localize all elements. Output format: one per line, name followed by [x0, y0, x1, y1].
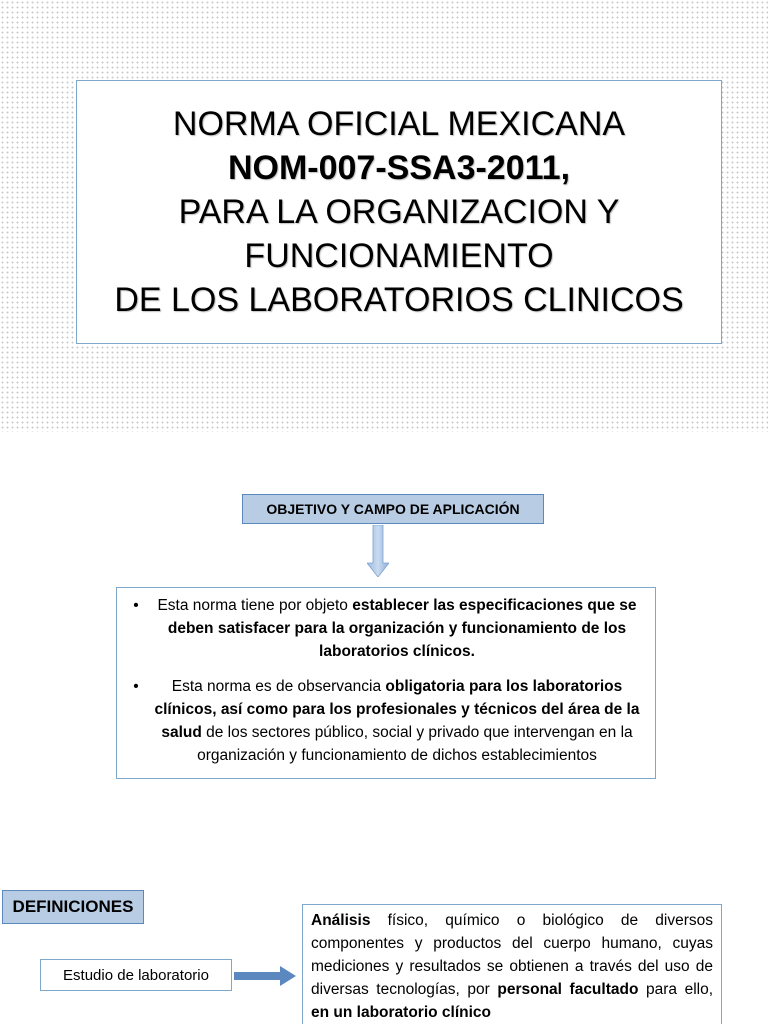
definition-box	[302, 904, 722, 1024]
title-line-4: FUNCIONAMIENTO	[244, 237, 554, 275]
objective-content-box	[116, 587, 656, 779]
title-slide	[0, 0, 768, 432]
bullet-text-regular: Esta norma es de observancia	[171, 678, 386, 695]
norm-code: NOM-007-SSA3-2011,	[227, 149, 571, 187]
right-arrow-icon	[234, 966, 296, 986]
term-box: Estudio de laboratorio	[40, 959, 232, 991]
bullet-text-bold: establecer las especificaciones que se deben satisfacer para la organización y funcionamiento de los laboratorios clínicos.	[167, 597, 637, 660]
definition-text: físico, químico o biológico de diversos componentes y productos del cuerpo humano, cuyas mediciones y resultados se obtienen a través del uso de diversas tecnologías, por	[311, 912, 713, 998]
definition-bold: personal facultado	[497, 981, 639, 998]
bullet-dot: •	[133, 597, 139, 614]
list-item	[125, 594, 647, 663]
bullet-text-bold: obligatoria para los laboratorios clínicos, así como para los profesionales y técnicos del área de la salud	[154, 678, 640, 741]
title-line-1: NORMA OFICIAL MEXICANA	[172, 105, 626, 143]
objective-slide	[0, 432, 768, 864]
title-line-3: PARA LA ORGANIZACION Y	[178, 193, 620, 231]
bullet-text	[147, 675, 647, 767]
title-box	[76, 80, 722, 344]
definition-text: para ello,	[638, 981, 714, 998]
objective-label: OBJETIVO Y CAMPO DE APLICACIÓN	[242, 494, 544, 524]
title-line-5: DE LOS LABORATORIOS CLINICOS	[114, 281, 684, 319]
definitions-slide	[0, 864, 768, 1024]
bullet-text	[147, 594, 647, 663]
bullet-dot: •	[133, 678, 139, 695]
definitions-label: DEFINICIONES	[2, 890, 144, 924]
down-arrow-icon	[367, 525, 389, 577]
bullet-text-regular: Esta norma tiene por objeto	[157, 597, 353, 614]
definition-bold: en un laboratorio clínico	[311, 1004, 491, 1021]
list-item	[125, 675, 647, 767]
definition-bold: Análisis	[311, 912, 371, 929]
bullet-text-regular: de los sectores público, social y privado que intervengan en la organización y funcionamiento de dichos establecimientos	[197, 724, 633, 764]
